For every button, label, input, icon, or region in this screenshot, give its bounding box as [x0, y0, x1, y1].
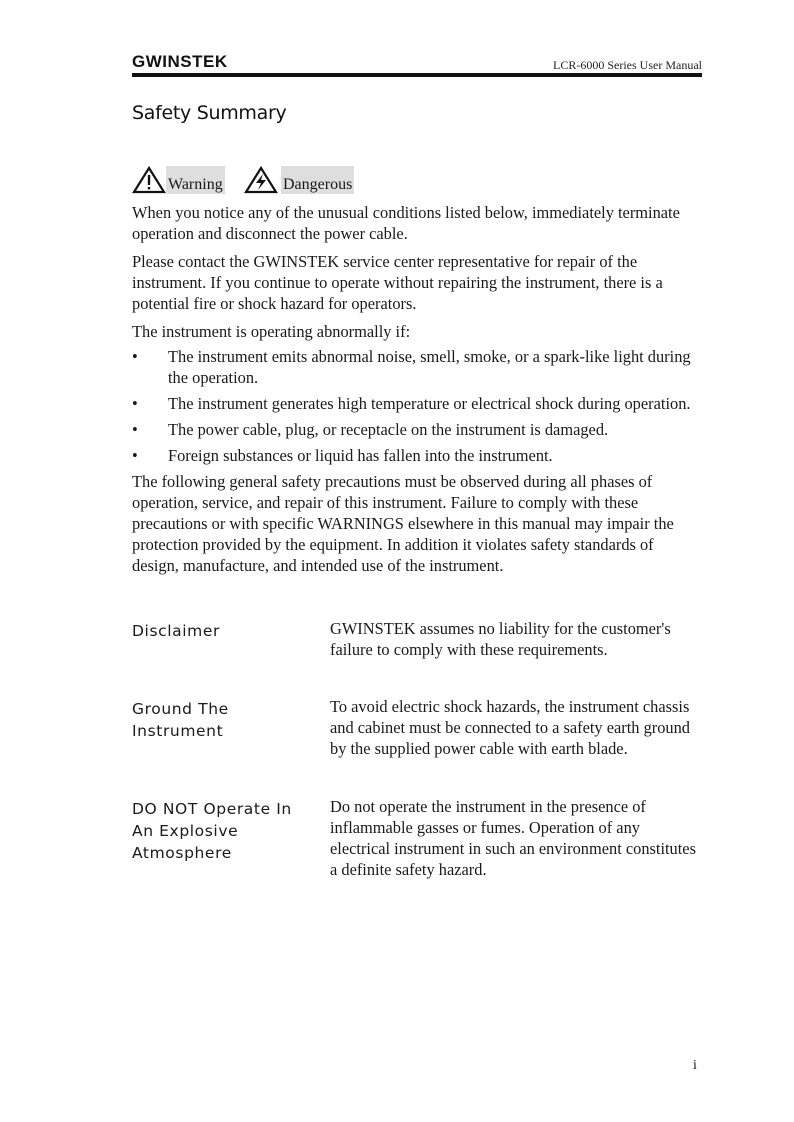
- legend-warning-label: Warning: [166, 166, 225, 194]
- safety-body: [132, 202, 702, 583]
- definition-description: To avoid electric shock hazards, the instrument chassis and cabinet must be connected to a safety earth ground by the supplied power cable with earth blade.: [330, 697, 691, 758]
- list-item: [132, 393, 702, 414]
- bullet-marker: •: [132, 446, 138, 465]
- definition-term: Ground The Instrument: [132, 700, 229, 740]
- abnormal-conditions-list: [132, 346, 702, 466]
- high-voltage-triangle-icon: [244, 166, 278, 194]
- list-item-text: The power cable, plug, or receptacle on the instrument is damaged.: [168, 420, 609, 439]
- intro-paragraph: When you notice any of the unusual conditions listed below, immediately terminate operation and disconnect the power cable.: [132, 203, 680, 243]
- definition-term: Disclaimer: [132, 622, 220, 640]
- definition-description: GWINSTEK assumes no liability for the customer's failure to comply with these requirements.: [330, 619, 671, 659]
- list-item-text: Foreign substances or liquid has fallen into the instrument.: [168, 446, 553, 465]
- bullet-marker: •: [132, 420, 138, 439]
- page-header: [132, 52, 702, 78]
- bullet-marker: •: [132, 347, 138, 366]
- list-item-text: The instrument generates high temperature or electrical shock during operation.: [168, 394, 691, 413]
- intro-paragraph: The instrument is operating abnormally if:: [132, 322, 411, 341]
- list-item: [132, 419, 702, 440]
- section-title: Safety Summary: [132, 102, 287, 124]
- page-number: i: [693, 1058, 697, 1073]
- list-item: [132, 445, 702, 466]
- definition-term: DO NOT Operate In An Explosive Atmosphere: [132, 800, 292, 862]
- header-rule: [132, 73, 702, 77]
- list-item: [132, 346, 702, 388]
- brand-logo: GWINSTEK: [132, 52, 228, 71]
- general-precautions-paragraph: The following general safety precautions must be observed during all phases of operation, service, and repair of this instrument. Failure to comply with these precautions or with specific WARNINGS elsewhere in this manual may impair the protection provided by the equipment. In addition it violates safety standards of design, manufacture, and intended use of the instrument.: [132, 472, 674, 575]
- bullet-marker: •: [132, 394, 138, 413]
- warning-triangle-icon: [132, 166, 166, 194]
- list-item-text: The instrument emits abnormal noise, smell, smoke, or a spark-like light during the operation.: [168, 347, 691, 387]
- intro-paragraph: Please contact the GWINSTEK service center representative for repair of the instrument. If you continue to operate without repairing the instrument, there is a potential fire or shock hazard for operators.: [132, 252, 663, 313]
- legend-dangerous-label: Dangerous: [281, 166, 354, 194]
- document-title: LCR-6000 Series User Manual: [553, 58, 702, 72]
- definition-description: Do not operate the instrument in the presence of inflammable gasses or fumes. Operation of any electrical instrument in such an environment constitutes a definite safety hazard.: [330, 797, 696, 879]
